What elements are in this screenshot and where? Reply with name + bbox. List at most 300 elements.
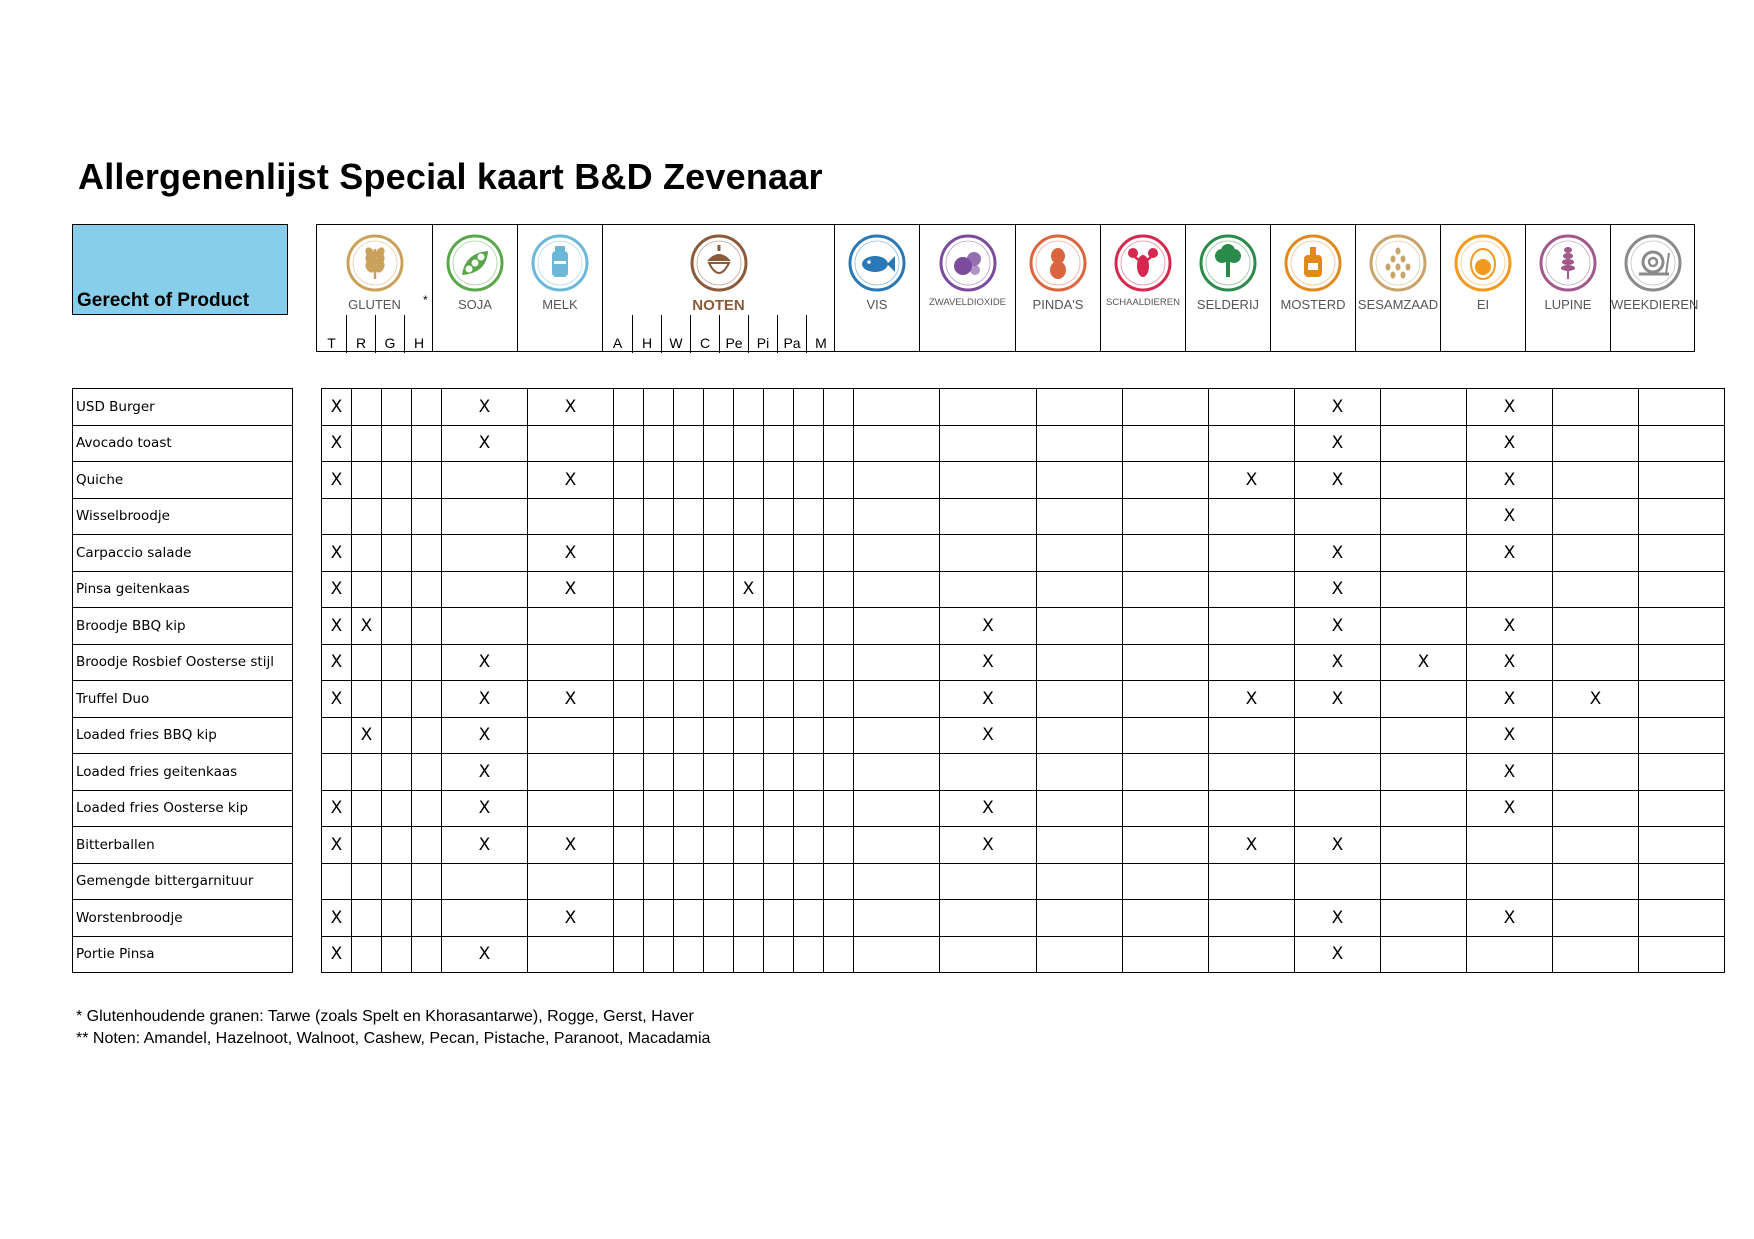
allergen-cell: X xyxy=(1467,389,1553,426)
product-name: Gemengde bittergarnituur xyxy=(73,863,293,900)
allergen-cell xyxy=(704,754,734,791)
sub-col-label: A xyxy=(612,335,623,351)
allergen-cell xyxy=(1037,644,1123,681)
allergen-cell: X xyxy=(1467,462,1553,499)
allergen-cell xyxy=(734,936,764,973)
allergen-cell xyxy=(704,900,734,937)
allergen-cell xyxy=(1209,644,1295,681)
allergen-cell xyxy=(854,681,940,718)
allergen-cell: X xyxy=(352,608,382,645)
sub-col-header xyxy=(777,315,806,353)
allergen-cell xyxy=(854,936,940,973)
allergen-label: SOJA xyxy=(458,297,492,312)
sub-col-label: Pe xyxy=(725,335,743,351)
allergen-cell xyxy=(352,827,382,864)
allergen-cell: X xyxy=(322,389,352,426)
allergen-cell xyxy=(352,425,382,462)
product-name: Bitterballen xyxy=(73,827,293,864)
allergen-cell xyxy=(442,535,528,572)
allergen-cell xyxy=(528,644,614,681)
egg-icon xyxy=(1453,233,1513,298)
allergen-cell xyxy=(1381,498,1467,535)
allergen-cell xyxy=(764,462,794,499)
allergen-cell xyxy=(644,425,674,462)
allergen-cell xyxy=(614,936,644,973)
allergen-cell: X xyxy=(1467,900,1553,937)
allergen-col-ei xyxy=(1440,224,1525,352)
allergen-cell xyxy=(1037,425,1123,462)
allergen-col-vis xyxy=(834,224,919,352)
allergen-cell: X xyxy=(1295,681,1381,718)
allergen-cell xyxy=(1209,717,1295,754)
allergen-cell: X xyxy=(1467,535,1553,572)
allergen-cell xyxy=(824,498,854,535)
allergen-cell xyxy=(1553,425,1639,462)
allergen-cell xyxy=(614,425,644,462)
allergen-cell xyxy=(794,389,824,426)
allergen-cell xyxy=(322,863,352,900)
allergen-cell xyxy=(734,498,764,535)
allergen-cell xyxy=(1037,681,1123,718)
allergen-cell xyxy=(1209,425,1295,462)
allergen-cell xyxy=(940,754,1037,791)
allergen-cell xyxy=(1123,389,1209,426)
allergen-cell xyxy=(854,717,940,754)
allergen-cell xyxy=(614,498,644,535)
allergen-cell: X xyxy=(1295,389,1381,426)
celery-icon xyxy=(1198,233,1258,298)
allergen-cell xyxy=(940,900,1037,937)
allergen-cell xyxy=(940,535,1037,572)
sub-col-header xyxy=(603,315,632,353)
allergen-cell xyxy=(412,827,442,864)
allergen-cell: X xyxy=(1467,425,1553,462)
allergen-cell xyxy=(412,535,442,572)
spacer-cell xyxy=(293,571,322,608)
allergen-cell xyxy=(674,754,704,791)
allergen-col-weekdieren xyxy=(1610,224,1699,352)
table-row xyxy=(73,790,1725,827)
allergen-col-pindas xyxy=(1015,224,1100,352)
allergen-cell xyxy=(614,535,644,572)
allergen-cell xyxy=(352,571,382,608)
allergen-cell xyxy=(1295,754,1381,791)
allergen-cell xyxy=(412,863,442,900)
sub-col-label: M xyxy=(815,335,827,351)
allergen-cell xyxy=(734,462,764,499)
allergen-cell xyxy=(528,754,614,791)
allergen-cell xyxy=(1123,681,1209,718)
allergen-cell xyxy=(794,900,824,937)
allergen-cell xyxy=(734,608,764,645)
allergen-cell xyxy=(1123,717,1209,754)
allergen-cell xyxy=(644,389,674,426)
allergen-cell xyxy=(614,608,644,645)
allergen-cell xyxy=(794,571,824,608)
allergen-cell xyxy=(1123,498,1209,535)
allergen-cell xyxy=(794,754,824,791)
spacer-cell xyxy=(293,462,322,499)
allergen-cell xyxy=(1037,389,1123,426)
product-name: Loaded fries BBQ kip xyxy=(73,717,293,754)
allergen-cell xyxy=(644,462,674,499)
allergen-cell: X xyxy=(1295,644,1381,681)
table-row xyxy=(73,498,1725,535)
allergen-cell xyxy=(674,571,704,608)
allergen-cell xyxy=(614,754,644,791)
allergen-cell xyxy=(794,535,824,572)
gluten-footnote-marker: * xyxy=(423,293,428,307)
product-name: USD Burger xyxy=(73,389,293,426)
allergen-label: PINDA'S xyxy=(1032,297,1084,312)
allergen-cell xyxy=(1123,863,1209,900)
allergen-cell xyxy=(1381,535,1467,572)
allergen-cell xyxy=(382,608,412,645)
allergen-cell xyxy=(1295,863,1381,900)
footnote-nuts: ** Noten: Amandel, Hazelnoot, Walnoot, Cashew, Pecan, Pistache, Paranoot, Macadamia xyxy=(76,1030,711,1047)
allergen-cell xyxy=(1639,644,1725,681)
sub-col-label: C xyxy=(699,335,711,351)
allergen-cell xyxy=(1639,462,1725,499)
allergen-cell xyxy=(1295,498,1381,535)
allergen-cell xyxy=(412,754,442,791)
spacer-cell xyxy=(293,681,322,718)
allergen-cell xyxy=(1295,717,1381,754)
allergen-cell xyxy=(674,608,704,645)
allergen-cell xyxy=(352,681,382,718)
allergen-cell xyxy=(794,425,824,462)
sub-col-header xyxy=(690,315,719,353)
allergen-cell: X xyxy=(442,425,528,462)
spacer-cell xyxy=(293,425,322,462)
allergen-cell xyxy=(824,389,854,426)
sesame-icon xyxy=(1368,233,1428,298)
allergen-cell xyxy=(764,717,794,754)
spacer-cell xyxy=(293,608,322,645)
allergen-cell xyxy=(734,754,764,791)
allergen-cell: X xyxy=(1467,754,1553,791)
allergen-cell xyxy=(528,608,614,645)
allergen-cell xyxy=(824,900,854,937)
allergen-cell xyxy=(614,827,644,864)
nut-icon xyxy=(689,233,749,298)
allergen-cell xyxy=(1381,790,1467,827)
allergen-cell xyxy=(1639,827,1725,864)
table-row xyxy=(73,425,1725,462)
allergen-cell xyxy=(854,827,940,864)
allergen-cell xyxy=(528,863,614,900)
allergen-cell: X xyxy=(1381,644,1467,681)
allergen-cell xyxy=(1553,717,1639,754)
snail-icon xyxy=(1623,233,1683,298)
allergen-cell xyxy=(614,863,644,900)
allergen-cell xyxy=(674,681,704,718)
sub-col-label: Pi xyxy=(756,335,770,351)
sub-col-header xyxy=(317,315,346,353)
allergen-cell xyxy=(644,717,674,754)
allergen-cell xyxy=(1209,790,1295,827)
allergen-cell: X xyxy=(322,571,352,608)
peanut-icon xyxy=(1028,233,1088,298)
allergen-cell xyxy=(940,425,1037,462)
allergen-cell xyxy=(1553,571,1639,608)
allergen-cell xyxy=(1037,462,1123,499)
allergen-cell: X xyxy=(940,827,1037,864)
allergen-cell xyxy=(1209,498,1295,535)
allergen-cell xyxy=(1037,717,1123,754)
allergen-cell: X xyxy=(1295,900,1381,937)
allergen-cell xyxy=(1639,900,1725,937)
sub-col-label: G xyxy=(384,335,396,351)
allergen-cell xyxy=(382,900,412,937)
sub-col-header xyxy=(404,315,433,353)
allergen-cell xyxy=(764,425,794,462)
allergen-cell xyxy=(382,790,412,827)
allergen-cell xyxy=(1381,571,1467,608)
spacer-cell xyxy=(293,644,322,681)
allergen-cell: X xyxy=(1467,717,1553,754)
allergen-cell xyxy=(1037,790,1123,827)
allergen-cell xyxy=(764,754,794,791)
allergen-cell xyxy=(824,644,854,681)
product-name: Quiche xyxy=(73,462,293,499)
allergen-cell xyxy=(614,389,644,426)
allergen-cell xyxy=(704,790,734,827)
allergen-cell: X xyxy=(322,462,352,499)
table-row xyxy=(73,900,1725,937)
allergen-cell xyxy=(528,790,614,827)
allergen-cell xyxy=(412,936,442,973)
allergen-cell: X xyxy=(322,900,352,937)
allergen-cell: X xyxy=(442,754,528,791)
allergen-cell xyxy=(734,535,764,572)
allergen-cell xyxy=(644,827,674,864)
allergen-cell: X xyxy=(322,644,352,681)
allergen-cell xyxy=(1553,900,1639,937)
allergen-cell xyxy=(674,827,704,864)
allergen-cell xyxy=(674,462,704,499)
allergen-cell xyxy=(322,754,352,791)
allergen-cell xyxy=(794,498,824,535)
allergen-cell xyxy=(734,790,764,827)
sulphite-icon xyxy=(938,233,998,298)
sub-col-label: T xyxy=(327,335,336,351)
allergen-cell xyxy=(1037,571,1123,608)
allergen-cell xyxy=(854,389,940,426)
allergen-cell: X xyxy=(1209,827,1295,864)
allergen-cell xyxy=(412,717,442,754)
wheat-icon xyxy=(345,233,405,298)
allergen-cell xyxy=(824,535,854,572)
allergen-cell xyxy=(854,462,940,499)
allergen-cell xyxy=(940,571,1037,608)
allergen-cell xyxy=(1639,717,1725,754)
allergen-cell xyxy=(824,571,854,608)
allergen-cell: X xyxy=(442,936,528,973)
table-row xyxy=(73,644,1725,681)
allergen-cell xyxy=(674,900,704,937)
allergen-cell: X xyxy=(528,571,614,608)
allergen-cell xyxy=(764,498,794,535)
allergen-cell xyxy=(704,535,734,572)
allergen-cell xyxy=(382,498,412,535)
allergen-cell xyxy=(1553,936,1639,973)
sub-col-header xyxy=(719,315,748,353)
allergen-cell: X xyxy=(528,681,614,718)
allergen-cell xyxy=(734,425,764,462)
allergen-cell xyxy=(704,681,734,718)
allergen-cell xyxy=(644,571,674,608)
product-name: Truffel Duo xyxy=(73,681,293,718)
allergen-cell xyxy=(382,571,412,608)
allergen-cell xyxy=(824,425,854,462)
allergen-cell xyxy=(412,462,442,499)
spacer-cell xyxy=(293,754,322,791)
allergen-cell xyxy=(824,754,854,791)
allergen-cell: X xyxy=(1467,681,1553,718)
allergen-cell xyxy=(764,644,794,681)
table-row xyxy=(73,389,1725,426)
allergen-cell: X xyxy=(734,571,764,608)
allergen-cell: X xyxy=(352,717,382,754)
allergen-cell xyxy=(674,717,704,754)
allergen-cell xyxy=(1381,754,1467,791)
allergen-cell: X xyxy=(1553,681,1639,718)
sub-col-label: W xyxy=(669,335,683,351)
allergen-cell xyxy=(614,681,644,718)
sub-col-label: R xyxy=(355,335,367,351)
allergen-cell xyxy=(854,863,940,900)
allergen-cell: X xyxy=(322,425,352,462)
allergen-cell xyxy=(412,389,442,426)
allergen-cell xyxy=(1037,900,1123,937)
allergen-cell xyxy=(794,644,824,681)
allergen-cell xyxy=(674,425,704,462)
allergen-cell: X xyxy=(1295,936,1381,973)
spacer-cell xyxy=(293,790,322,827)
allergen-cell xyxy=(614,790,644,827)
page-title: Allergenenlijst Special kaart B&D Zevenaar xyxy=(78,156,823,197)
allergen-label: SESAMZAAD xyxy=(1357,297,1439,312)
allergen-cell xyxy=(674,389,704,426)
allergen-cell xyxy=(442,498,528,535)
allergen-cell xyxy=(412,425,442,462)
allergen-cell: X xyxy=(1295,535,1381,572)
allergen-cell: X xyxy=(442,717,528,754)
allergen-cell xyxy=(352,389,382,426)
allergen-cell xyxy=(734,863,764,900)
allergen-cell xyxy=(940,462,1037,499)
allergen-cell xyxy=(704,608,734,645)
allergen-cell xyxy=(734,827,764,864)
allergen-label: MOSTERD xyxy=(1280,297,1346,312)
allergen-cell xyxy=(1209,389,1295,426)
allergen-cell xyxy=(1209,900,1295,937)
allergen-table xyxy=(72,388,1725,973)
footnote-gluten: * Glutenhoudende granen: Tarwe (zoals Spelt en Khorasantarwe), Rogge, Gerst, Haver xyxy=(76,1008,694,1025)
allergen-cell xyxy=(794,717,824,754)
table-row xyxy=(73,681,1725,718)
allergen-cell xyxy=(940,863,1037,900)
allergen-col-selderij xyxy=(1185,224,1270,352)
allergen-cell xyxy=(412,644,442,681)
sub-col-label: Pa xyxy=(783,335,801,351)
allergen-cell xyxy=(704,389,734,426)
allergen-label: SCHAALDIEREN xyxy=(1106,297,1180,308)
allergen-cell: X xyxy=(528,827,614,864)
allergen-cell: X xyxy=(442,681,528,718)
allergen-cell xyxy=(824,608,854,645)
allergen-label: ZWAVELDIOXIDE xyxy=(928,297,1007,308)
allergen-cell xyxy=(854,571,940,608)
allergen-cell xyxy=(1553,498,1639,535)
allergen-cell xyxy=(674,863,704,900)
allergen-cell xyxy=(382,936,412,973)
allergen-cell xyxy=(674,644,704,681)
allergen-label: VIS xyxy=(866,297,888,312)
allergen-cell: X xyxy=(528,462,614,499)
allergen-cell xyxy=(824,863,854,900)
allergen-cell xyxy=(1037,754,1123,791)
soy-icon xyxy=(445,233,505,298)
allergen-cell xyxy=(940,389,1037,426)
allergen-cell: X xyxy=(322,535,352,572)
product-name: Pinsa geitenkaas xyxy=(73,571,293,608)
header-label-cell xyxy=(72,224,288,315)
table-row xyxy=(73,936,1725,973)
allergen-cell xyxy=(1295,790,1381,827)
allergen-cell xyxy=(412,498,442,535)
allergen-cell xyxy=(854,535,940,572)
allergen-cell xyxy=(412,900,442,937)
allergen-cell xyxy=(352,498,382,535)
allergen-label: LUPINE xyxy=(1544,297,1592,312)
allergen-cell: X xyxy=(940,717,1037,754)
allergen-cell: X xyxy=(1295,827,1381,864)
allergen-cell xyxy=(644,681,674,718)
allergen-cell xyxy=(644,900,674,937)
allergen-cell xyxy=(1037,827,1123,864)
allergen-cell xyxy=(1553,644,1639,681)
product-name: Wisselbroodje xyxy=(73,498,293,535)
allergen-cell xyxy=(1553,827,1639,864)
allergen-cell xyxy=(1639,936,1725,973)
allergen-cell xyxy=(1381,681,1467,718)
table-row xyxy=(73,535,1725,572)
allergen-cell xyxy=(1381,827,1467,864)
allergen-cell: X xyxy=(1295,462,1381,499)
allergen-cell xyxy=(674,790,704,827)
allergen-cell xyxy=(854,498,940,535)
allergen-cell xyxy=(1639,754,1725,791)
allergen-cell: X xyxy=(322,608,352,645)
product-name: Broodje BBQ kip xyxy=(73,608,293,645)
allergen-label: NOTEN xyxy=(692,297,745,314)
allergen-cell xyxy=(614,571,644,608)
allergen-cell xyxy=(1123,535,1209,572)
allergen-cell xyxy=(382,754,412,791)
allergen-col-lupine xyxy=(1525,224,1610,352)
allergen-cell xyxy=(1553,754,1639,791)
table-row xyxy=(73,863,1725,900)
allergen-cell xyxy=(704,571,734,608)
allergen-cell xyxy=(854,754,940,791)
product-name: Broodje Rosbief Oosterse stijl xyxy=(73,644,293,681)
allergen-cell xyxy=(1209,754,1295,791)
allergen-cell xyxy=(674,535,704,572)
spacer-cell xyxy=(293,827,322,864)
table-row xyxy=(73,827,1725,864)
